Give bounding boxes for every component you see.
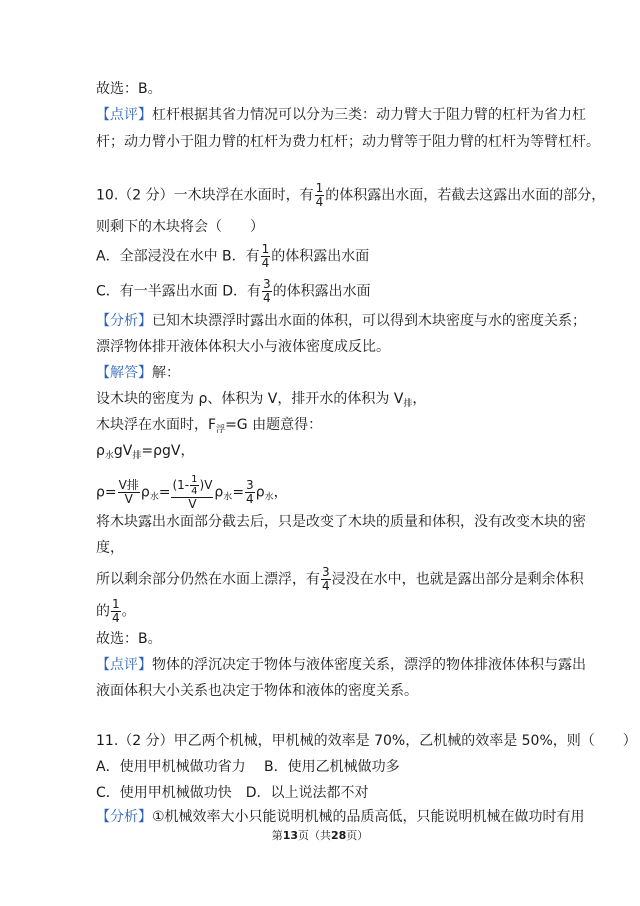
formula-end: ， [273,484,288,501]
q10-comment-line2: 液面体积大小关系也决定于物体和液体的密度关系。 [96,683,418,699]
q9-comment-line2: 杆；动力臂小于阻力臂的杠杆为费力杠杆；动力臂等于阻力臂的杠杆为等臂杠杆。 [96,134,600,150]
fraction-numerator: V排 [118,478,139,492]
q10-step6-a: 所以剩余部分仍然在水面上漂浮，有 [96,571,320,588]
fraction-numerator: 1 [315,181,324,195]
q10-step5-line1: 将木块露出水面部分截去后，只是改变了木块的质量和体积，没有改变木块的密 [96,514,586,530]
compound-num-b: )V [199,478,213,492]
q10-step5-line2: 度， [96,540,124,556]
q10-step6-b: 浸没在水中，也就是露出部分是剩余体积 [331,571,584,588]
fraction-denominator: 4 [112,611,120,625]
fraction-numerator: 3 [322,565,330,579]
fraction-three-quarters [262,278,272,305]
q10-solution-header [96,362,580,384]
formula-equals: = [232,484,245,501]
fraction-numerator [171,474,213,498]
fraction-denominator: V [188,497,197,511]
q10-step7-b: 。 [121,603,136,620]
q10-title-b: 的体积露出水面，若截去这露出水面的部分， [325,187,606,204]
q10-option-c: C．有一半露出水面 D．有 [96,283,262,300]
footer-page-number: 13 [282,829,298,842]
fraction-denominator: 4 [191,486,198,497]
q10-step7 [96,598,580,625]
compound-num-a: (1- [172,478,190,492]
subscript: 水 [104,451,114,461]
q10-title-a: 10.（2 分）一木块浮在水面时，有 [96,187,314,204]
q10-comment-line1 [96,654,586,676]
q10-solution-tail: 解： [152,365,180,381]
q10-option-d-rest: 的体积露出水面 [272,283,371,300]
fraction-one-quarter [190,474,198,497]
fraction-compound [171,474,213,511]
q11-options-ab: A．使用甲机械做功省力 B．使用乙机械做功多 [96,759,400,775]
q10-step2-a: 木块浮在水面时，F [96,417,217,433]
subscript: 排 [132,451,142,461]
subscript: 排 [403,399,413,409]
q9-comment-text1: 杠杆根据其省力情况可以分为三类：动力臂大于阻力臂的杠杆为省力杠 [152,107,586,123]
q10-step7-a: 的 [96,603,110,620]
q10-step3-b: gV [113,443,133,459]
fraction-denominator: 4 [263,291,271,305]
q11-title: 11.（2 分）甲乙两个机械，甲机械的效率是 70%，乙机械的效率是 50%，则（ ） [96,733,637,749]
footer-post: 页） [346,829,369,842]
fraction-numerator: 1 [191,474,198,485]
q10-comment-text1: 物体的浮沉决定于物体与液体密度关系，漂浮的物体排液体体积与露出 [152,657,586,673]
fraction-numerator: 3 [263,277,271,291]
q10-analysis-line1 [96,310,586,332]
q10-option-b-rest: 的体积露出水面 [271,248,370,265]
footer-total-pages: 28 [331,829,347,842]
q10-step1-b: ， [412,391,427,407]
q10-options-cd [96,278,580,305]
fraction-numerator: 1 [261,242,270,256]
fraction-denominator: 4 [261,256,270,270]
comment-tag: 【点评】 [96,657,152,673]
q10-analysis-line2: 漂浮物体排开液体体积大小与液体密度成反比。 [96,339,390,355]
fraction-one-quarter [261,243,271,270]
fraction-numerator: 1 [112,597,120,611]
page-footer [0,827,640,843]
fraction-three-quarters [245,479,255,506]
q10-step6 [96,565,584,593]
q10-answer: 故选：B。 [96,631,162,647]
q11-analysis-line1 [96,806,585,828]
q11-options-cd: C．使用甲机械做功快 D．以上说法都不对 [96,785,369,801]
footer-mid: 页（共 [298,829,331,842]
fraction-numerator: 3 [246,478,254,492]
analysis-tag: 【分析】 [96,313,152,329]
fraction-one-quarter [315,182,325,209]
q10-options-ab [96,243,580,270]
subscript: 浮 [216,425,226,435]
q10-step2-b: =G 由题意得： [225,417,323,433]
q10-step1 [96,388,580,415]
fraction-v-displaced [118,479,140,506]
q10-title-line2: 则剩下的木块将会（ ） [96,219,264,235]
subscript: 水 [149,492,159,503]
fraction-denominator: V [124,492,133,506]
q10-step3 [96,440,580,467]
fraction-denominator: 4 [315,195,324,209]
q10-step4-formula [96,474,580,511]
fraction-three-quarters [321,566,331,593]
formula-rho-water: ρ [214,484,224,501]
q10-title-line1 [96,181,606,209]
analysis-tag: 【分析】 [96,809,152,825]
formula-rho-water: ρ [140,484,150,501]
q10-option-a: A．全部浸没在水中 B．有 [96,248,260,265]
q9-comment-line1 [96,104,586,126]
fraction-one-quarter [111,598,121,625]
footer-pre: 第 [271,829,283,842]
formula-rho-water: ρ [255,484,265,501]
fraction-denominator: 4 [322,579,330,593]
q10-analysis-text1: 已知木块漂浮时露出水面的体积，可以得到木块密度与水的密度关系； [152,313,586,329]
q10-step1-a: 设木块的密度为 ρ、体积为 V，排开水的体积为 V [96,391,404,407]
q10-step3-a: ρ [96,443,105,459]
fraction-denominator: 4 [246,492,254,506]
comment-tag: 【点评】 [96,107,152,123]
solution-tag: 【解答】 [96,365,152,381]
q10-step2 [96,414,580,441]
q10-step3-c: =ρgV， [141,443,195,459]
q9-answer: 故选：B。 [96,81,162,97]
subscript: 水 [223,492,233,503]
formula-equals: = [158,484,171,501]
q11-analysis-text1: ①机械效率大小只能说明机械的品质高低，只能说明机械在做功时有用 [152,809,585,825]
subscript: 水 [264,492,274,503]
formula-rho: ρ= [96,484,117,501]
